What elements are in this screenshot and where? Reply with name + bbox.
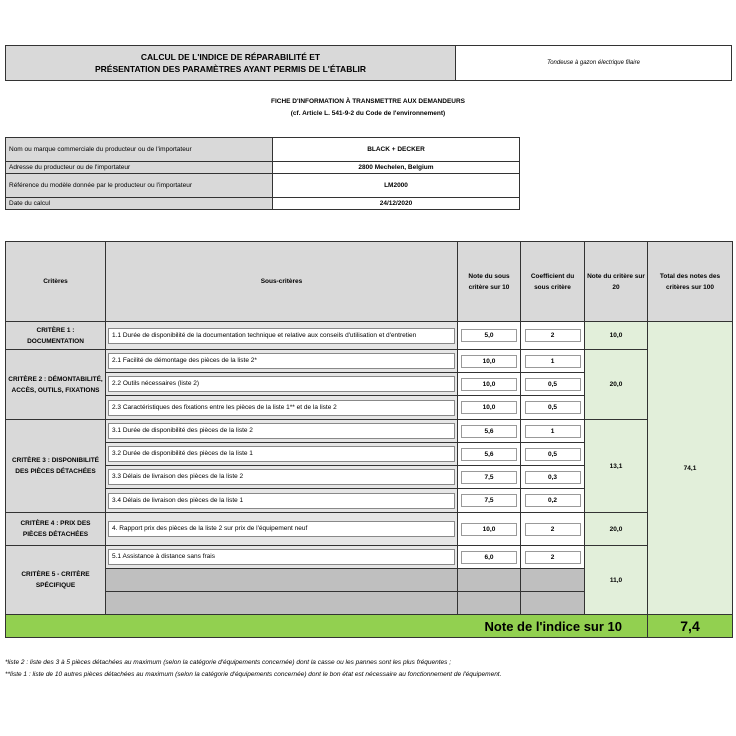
subcriterion-coef: 0,5 — [525, 378, 581, 391]
header-note-sous-critere: Note du sous critère sur 10 — [458, 242, 521, 322]
empty-cell — [458, 592, 521, 615]
header-coefficient: Coefficient du sous critère — [521, 242, 585, 322]
subcriterion-label: 5.1 Assistance à distance sans frais — [108, 549, 455, 565]
subcriterion-label: 3.4 Délais de livraison des pièces de la liste 1 — [108, 493, 455, 509]
subcriterion-coef: 2 — [525, 329, 581, 342]
table-row — [6, 513, 733, 546]
header-sous-criteres: Sous-critères — [106, 242, 458, 322]
final-score-row — [6, 615, 733, 638]
empty-cell — [458, 569, 521, 592]
criterion-1-name: CRITÈRE 1 : DOCUMENTATION — [6, 322, 106, 350]
info-value: LM2000 — [273, 174, 520, 198]
criterion-5-score: 11,0 — [585, 546, 648, 615]
empty-cell — [106, 592, 458, 615]
table-row — [6, 420, 733, 443]
criterion-3-score: 13,1 — [585, 420, 648, 513]
subcriterion-note: 6,0 — [461, 551, 517, 564]
subcriterion-note: 7,5 — [461, 494, 517, 507]
subcriterion-coef: 1 — [525, 425, 581, 438]
document-title — [5, 45, 456, 81]
subcriterion-coef: 0,3 — [525, 471, 581, 484]
info-row — [6, 198, 520, 210]
criterion-3-name: CRITÈRE 3 : DISPONIBILITÉ DES PIÈCES DÉTACHÉES — [6, 420, 106, 513]
product-name: Tondeuse à gazon électrique filaire — [456, 45, 732, 81]
criterion-4-name: CRITÈRE 4 : PRIX DES PIÈCES DÉTACHÉES — [6, 513, 106, 546]
info-label: Référence du modèle donnée par le producteur ou l'importateur — [6, 174, 273, 198]
subcriterion-label: 3.1 Durée de disponibilité des pièces de la liste 2 — [108, 423, 455, 439]
table-header-row — [6, 242, 733, 322]
subcriterion-note: 10,0 — [461, 523, 517, 536]
subcriterion-coef: 0,2 — [525, 494, 581, 507]
criterion-5-name: CRITÈRE 5 - CRITÈRE SPÉCIFIQUE — [6, 546, 106, 615]
fiche-line-1: FICHE D'INFORMATION À TRANSMETTRE AUX DEMANDEURS — [270, 98, 465, 105]
info-label: Nom ou marque commerciale du producteur ou de l'importateur — [6, 138, 273, 162]
total-score: 74,1 — [648, 322, 733, 615]
info-label: Date du calcul — [6, 198, 273, 210]
title-line-2: PRÉSENTATION DES PARAMÈTRES AYANT PERMIS DE L'ÉTABLIR — [94, 64, 367, 74]
subcriterion-label: 3.3 Délais de livraison des pièces de la liste 2 — [108, 469, 455, 485]
subcriterion-coef: 2 — [525, 523, 581, 536]
criterion-4-score: 20,0 — [585, 513, 648, 546]
subcriterion-note: 10,0 — [461, 355, 517, 368]
subcriterion-coef: 0,5 — [525, 448, 581, 461]
info-value: 24/12/2020 — [273, 198, 520, 210]
footnote-2: **liste 1 : liste de 10 autres pièces détachées au maximum (selon la catégorie d'équipements concernée) dont le bon état est nécessaire au fonctionnement de l'équipement. — [5, 671, 502, 678]
subcriterion-note: 5,6 — [461, 425, 517, 438]
info-value: 2800 Mechelen, Belgium — [273, 162, 520, 174]
subcriterion-note: 10,0 — [461, 401, 517, 414]
subcriterion-coef: 0,5 — [525, 401, 581, 414]
criterion-2-name: CRITÈRE 2 : DÉMONTABILITÉ, ACCÈS, OUTILS, FIXATIONS — [6, 350, 106, 420]
repairability-table — [5, 241, 733, 638]
subcriterion-note: 5,0 — [461, 329, 517, 342]
subcriterion-label: 2.2 Outils nécessaires (liste 2) — [108, 376, 455, 392]
final-score-label: Note de l'indice sur 10 — [6, 615, 648, 638]
info-row — [6, 174, 520, 198]
subcriterion-label: 2.3 Caractéristiques des fixations entre les pièces de la liste 1** et de la liste 2 — [108, 400, 455, 416]
info-label: Adresse du producteur ou de l'importateur — [6, 162, 273, 174]
footnote-1: *liste 2 : liste des 3 à 5 pièces détachées au maximum (selon la catégorie d'équipements concernée) dont la casse ou les pannes sont les plus fréquentes ; — [5, 659, 452, 666]
header-total: Total des notes des critères sur 100 — [648, 242, 733, 322]
fiche-heading — [0, 96, 736, 120]
footnotes — [5, 657, 730, 681]
empty-cell — [106, 569, 458, 592]
info-row — [6, 138, 520, 162]
subcriterion-note: 10,0 — [461, 378, 517, 391]
info-row — [6, 162, 520, 174]
table-row — [6, 350, 733, 373]
subcriterion-note: 5,6 — [461, 448, 517, 461]
header-criteres: Critères — [6, 242, 106, 322]
subcriterion-coef: 1 — [525, 355, 581, 368]
title-line-1: CALCUL DE L'INDICE DE RÉPARABILITÉ ET — [140, 52, 321, 62]
subcriterion-label: 2.1 Facilité de démontage des pièces de la liste 2* — [108, 353, 455, 369]
final-score-value: 7,4 — [648, 615, 733, 638]
subcriterion-label: 4. Rapport prix des pièces de la liste 2 sur prix de l'équipement neuf — [108, 521, 455, 537]
subcriterion-label: 1.1 Durée de disponibilité de la documentation technique et relative aux conseils d'utilisation et d'entretien — [108, 328, 455, 344]
criterion-2-score: 20,0 — [585, 350, 648, 420]
subcriterion-label: 3.2 Durée de disponibilité des pièces de la liste 1 — [108, 446, 455, 462]
info-value: BLACK + DECKER — [273, 138, 520, 162]
table-row — [6, 546, 733, 569]
criterion-1-score: 10,0 — [585, 322, 648, 350]
fiche-line-2: (cf. Article L. 541-9-2 du Code de l'environnement) — [290, 110, 446, 117]
header-note-critere: Note du critère sur 20 — [585, 242, 648, 322]
empty-cell — [521, 592, 585, 615]
table-row — [6, 322, 733, 350]
empty-cell — [521, 569, 585, 592]
info-table — [5, 137, 520, 210]
subcriterion-coef: 2 — [525, 551, 581, 564]
subcriterion-note: 7,5 — [461, 471, 517, 484]
